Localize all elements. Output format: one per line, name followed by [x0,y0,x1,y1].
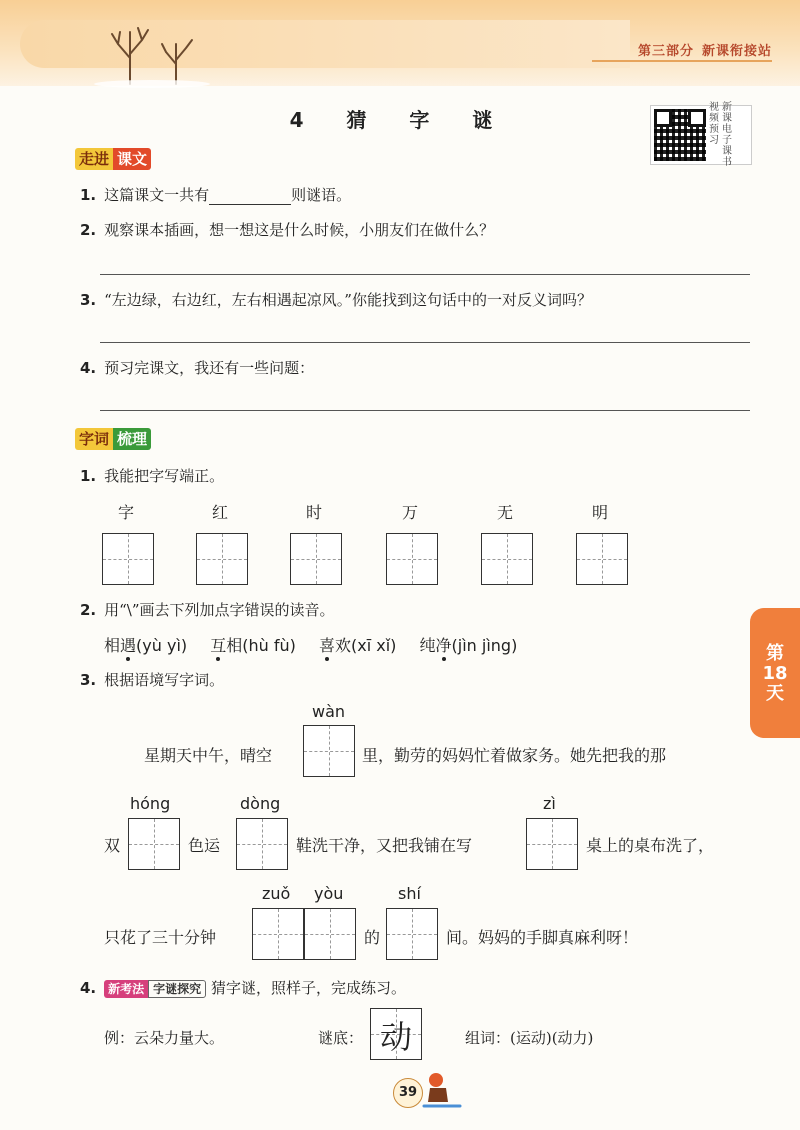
answer-line[interactable] [100,342,750,343]
writing-grid-box[interactable] [236,818,288,870]
pinyin-hint: zì [543,794,556,813]
day-tab-number: 18 [762,663,788,684]
model-char: 万 [402,503,419,522]
pinyin-hint: yòu [314,884,344,903]
question-s2-1 [80,466,224,486]
question-text: 这篇课文一共有 [104,186,210,204]
answer-line[interactable] [100,410,750,411]
choice-item[interactable] [319,636,396,655]
dotted-char: 互 [210,636,227,655]
header-section: 新课衔接站 [701,44,772,59]
choice-item[interactable] [104,636,187,655]
passage-text: 桌上的桌布洗了， [586,836,715,855]
question-number: 2. [80,601,97,619]
choice-item[interactable] [420,636,518,655]
question-number: 3. [80,291,97,309]
question-number: 2. [80,221,97,239]
writing-grid-box[interactable] [290,533,342,585]
choice-item[interactable] [210,636,296,655]
section-tag-a: 走进 [75,148,113,170]
model-char: 红 [212,503,229,522]
writing-grid-box[interactable] [303,725,355,777]
answer-label: 谜底： [318,1029,364,1047]
pinyin-choice-row [104,636,517,656]
qr-label-ebook: 新课电子课书 [722,102,732,168]
pinyin-hint: zuǒ [262,884,291,903]
passage-text: 间。妈妈的手脚真麻利呀！ [446,928,639,947]
model-char: 时 [306,503,323,522]
example-text: 例：云朵力量大。 [104,1029,225,1047]
question-s2-2 [80,600,335,620]
pinyin-options: (yù yì) [136,636,188,655]
dotted-char: 遇 [120,636,137,655]
skater-mascot-icon [420,1070,470,1110]
question-text: 则谜语。 [291,186,352,204]
pinyin-hint: shí [398,884,421,903]
dotted-char: 喜 [318,636,335,655]
passage-text: 里，勤劳的妈妈忙着做家务。她先把我的那 [362,746,667,765]
question-text: 根据语境写字词。 [104,671,225,689]
writing-grid-box[interactable] [386,908,438,960]
section-tag-a: 字词 [75,428,113,450]
word-group-text: 组词：(运动)(动力) [465,1029,594,1047]
dotted-char: 净 [435,636,452,655]
section-tag-word-review [75,428,151,449]
question-s2-4 [80,978,406,999]
section-tag-into-text [75,148,151,169]
writing-grid-box[interactable] [128,818,180,870]
lesson-title: 4 猜 字 谜 [289,108,511,132]
word-char: 欢 [334,636,351,655]
word-char: 纯 [419,636,436,655]
writing-grid-box[interactable] [526,818,578,870]
question-s1-4 [80,358,314,378]
answer-char: 动 [379,1018,412,1056]
passage-text: 星期天中午，晴空 [144,746,273,765]
passage-text: 的 [364,928,381,947]
day-tab-label: 天 [766,683,784,704]
question-number: 3. [80,671,97,689]
pinyin-options: (xī xǐ) [351,636,397,655]
day-tab-label: 第 [766,643,784,664]
qr-code-panel[interactable] [650,102,752,168]
model-char: 无 [497,503,514,522]
question-text: 我能把字写端正。 [104,467,225,485]
writing-grid-box[interactable] [196,533,248,585]
section-tag-b: 课文 [113,148,151,170]
header-underline [592,60,772,62]
question-number: 1. [80,467,97,485]
question-number: 4. [80,979,97,997]
question-text: 预习完课文，我还有一些问题： [104,359,315,377]
header-label [630,40,772,59]
passage-text: 鞋洗干净，又把我铺在写 [296,836,473,855]
writing-grid-box[interactable] [576,533,628,585]
winter-trees-illustration [90,18,210,88]
answer-line[interactable] [100,274,750,275]
question-s1-1 [80,185,351,205]
writing-grid-box[interactable] [252,908,304,960]
word-char: 相 [226,636,243,655]
page-number: 39 [393,1078,423,1108]
header-part: 第三部分 [637,44,694,59]
section-tag-b: 梳理 [113,428,151,450]
question-text: 观察课本插画，想一想这是什么时候，小朋友们在做什么？ [104,221,495,239]
pinyin-hint: hóng [130,794,171,813]
question-s2-3 [80,670,224,690]
question-text: “左边绿，右边红，左右相遇起凉风。”你能找到这句话中的一对反义词吗？ [104,291,592,309]
answer-blank[interactable] [209,188,291,205]
writing-grid-box[interactable] [304,908,356,960]
pinyin-hint: dòng [240,794,281,813]
passage-text: 双 [104,836,121,855]
pinyin-options: (hù fù) [242,636,296,655]
question-text: 用“\”画去下列加点字错误的读音。 [104,601,335,619]
pinyin-options: (jìn jìng) [451,636,518,655]
writing-grid-box[interactable] [481,533,533,585]
badge-label: 新考法 [104,980,148,998]
qr-code-icon[interactable] [654,109,706,161]
passage-text: 只花了三十分钟 [104,928,217,947]
question-number: 4. [80,359,97,377]
qr-label-video: 视频预习 [709,102,719,146]
badge-label: 字谜探究 [148,980,206,998]
question-number: 1. [80,186,97,204]
question-s1-2 [80,220,494,240]
model-char: 字 [118,503,135,522]
writing-grid-box[interactable] [102,533,154,585]
pinyin-hint: wàn [312,702,346,721]
question-text: 猜字谜，照样子，完成练习。 [210,979,406,997]
new-exam-badge [104,980,206,998]
day-side-tab[interactable] [750,608,800,738]
passage-text: 色运 [188,836,221,855]
writing-grid-box[interactable] [386,533,438,585]
word-char: 相 [104,636,121,655]
model-char: 明 [592,503,609,522]
question-s1-3 [80,290,592,310]
